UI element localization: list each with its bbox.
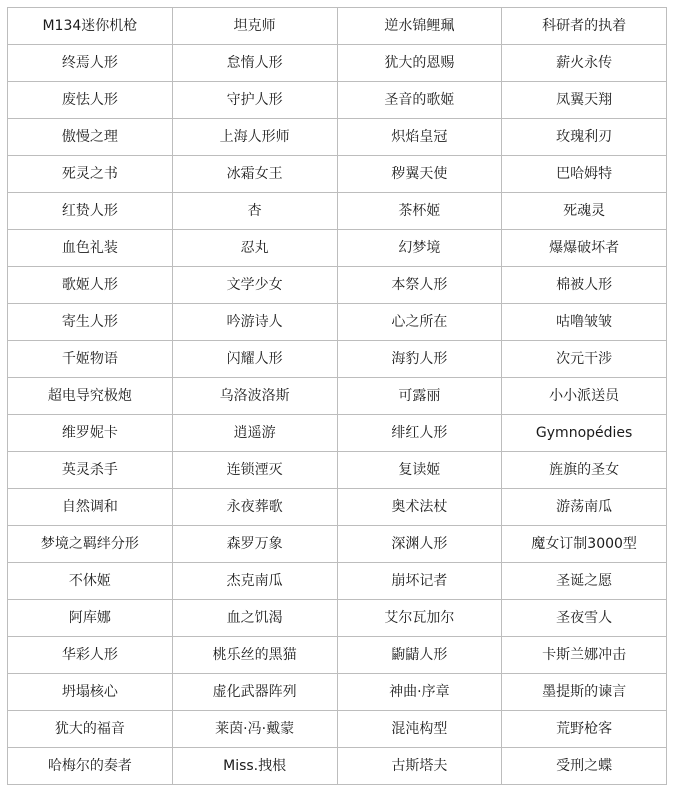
table-cell: 受刑之蝶 (502, 748, 667, 785)
table-cell: 歌姬人形 (8, 267, 173, 304)
table-cell: 巴哈姆特 (502, 156, 667, 193)
table-cell: 英灵杀手 (8, 452, 173, 489)
table-cell: Miss.拽根 (172, 748, 337, 785)
table-cell: 杰克南瓜 (172, 563, 337, 600)
table-cell: 红贽人形 (8, 193, 173, 230)
table-cell: 幻梦境 (337, 230, 502, 267)
table-cell: 哈梅尔的奏者 (8, 748, 173, 785)
table-cell: 死魂灵 (502, 193, 667, 230)
table-cell: 秽翼天使 (337, 156, 502, 193)
table-cell: 咕噜皱皱 (502, 304, 667, 341)
table-cell: 圣诞之愿 (502, 563, 667, 600)
table-cell: 血之饥渴 (172, 600, 337, 637)
table-cell: 逍遥游 (172, 415, 337, 452)
table-cell: 墨提斯的谏言 (502, 674, 667, 711)
table-cell: 超电导究极炮 (8, 378, 173, 415)
table-cell: 奥术法杖 (337, 489, 502, 526)
table-row (8, 193, 667, 230)
table-cell: 梦境之羁绊分形 (8, 526, 173, 563)
table-cell: 废怯人形 (8, 82, 173, 119)
table-cell: 桃乐丝的黑猫 (172, 637, 337, 674)
table-cell: 吟游诗人 (172, 304, 337, 341)
table-cell: 闪耀人形 (172, 341, 337, 378)
table-row (8, 8, 667, 45)
table-row (8, 156, 667, 193)
table-cell: 莱茵·冯·戴蒙 (172, 711, 337, 748)
table-row (8, 119, 667, 156)
item-name-table (7, 7, 667, 785)
table-row (8, 748, 667, 785)
table-cell: 坦克师 (172, 8, 337, 45)
table-cell: 凤翼天翔 (502, 82, 667, 119)
table-cell: Gymnopédies (502, 415, 667, 452)
table-cell: 千姬物语 (8, 341, 173, 378)
table-row (8, 600, 667, 637)
table-cell: 魔女订制3000型 (502, 526, 667, 563)
table-cell: 维罗妮卡 (8, 415, 173, 452)
table-cell: 守护人形 (172, 82, 337, 119)
table-cell: 圣音的歌姬 (337, 82, 502, 119)
table-cell: 绯红人形 (337, 415, 502, 452)
table-cell: 连锁湮灭 (172, 452, 337, 489)
table-cell: 不休姬 (8, 563, 173, 600)
table-cell: 冰霜女王 (172, 156, 337, 193)
table-cell: 犹大的福音 (8, 711, 173, 748)
table-cell: 鼩鼱人形 (337, 637, 502, 674)
table-cell: 华彩人形 (8, 637, 173, 674)
table-cell: 次元干涉 (502, 341, 667, 378)
table-row (8, 82, 667, 119)
table-row (8, 489, 667, 526)
table-cell: 森罗万象 (172, 526, 337, 563)
table-cell: 终焉人形 (8, 45, 173, 82)
table-cell: 圣夜雪人 (502, 600, 667, 637)
table-cell: 炽焰皇冠 (337, 119, 502, 156)
table-row (8, 267, 667, 304)
table-cell: 古斯塔夫 (337, 748, 502, 785)
table-cell: 艾尔瓦加尔 (337, 600, 502, 637)
table-row (8, 304, 667, 341)
table-row (8, 378, 667, 415)
table-cell: 怠惰人形 (172, 45, 337, 82)
table-cell: 坍塌核心 (8, 674, 173, 711)
table-cell: 茶杯姬 (337, 193, 502, 230)
table-cell: 忍丸 (172, 230, 337, 267)
table-cell: 复读姬 (337, 452, 502, 489)
table-cell: 犹大的恩赐 (337, 45, 502, 82)
table-cell: 游荡南瓜 (502, 489, 667, 526)
table-cell: 可露丽 (337, 378, 502, 415)
table-cell: 混沌构型 (337, 711, 502, 748)
table-cell: 薪火永传 (502, 45, 667, 82)
table-cell: 阿库娜 (8, 600, 173, 637)
table-cell: 崩坏记者 (337, 563, 502, 600)
table-row (8, 526, 667, 563)
table-cell: 卡斯兰娜冲击 (502, 637, 667, 674)
table-cell: 血色礼装 (8, 230, 173, 267)
table-cell: 玫瑰利刃 (502, 119, 667, 156)
table-row (8, 452, 667, 489)
table-cell: 神曲·序章 (337, 674, 502, 711)
table-row (8, 341, 667, 378)
table-cell: M134迷你机枪 (8, 8, 173, 45)
table-cell: 乌洛波洛斯 (172, 378, 337, 415)
table-cell: 小小派送员 (502, 378, 667, 415)
table-row (8, 637, 667, 674)
table-cell: 深渊人形 (337, 526, 502, 563)
table-cell: 永夜葬歌 (172, 489, 337, 526)
table-row (8, 45, 667, 82)
table-cell: 荒野枪客 (502, 711, 667, 748)
table-row (8, 711, 667, 748)
table-cell: 上海人形师 (172, 119, 337, 156)
table-cell: 死灵之书 (8, 156, 173, 193)
table-cell: 爆爆破坏者 (502, 230, 667, 267)
table-cell: 杏 (172, 193, 337, 230)
table-cell: 棉被人形 (502, 267, 667, 304)
table-cell: 寄生人形 (8, 304, 173, 341)
table-cell: 自然调和 (8, 489, 173, 526)
table-body (8, 8, 667, 785)
table-row (8, 563, 667, 600)
table-cell: 逆水锦鲤珮 (337, 8, 502, 45)
table-cell: 虚化武器阵列 (172, 674, 337, 711)
table-row (8, 230, 667, 267)
table-cell: 旌旗的圣女 (502, 452, 667, 489)
table-cell: 本祭人形 (337, 267, 502, 304)
table-cell: 文学少女 (172, 267, 337, 304)
table-cell: 海豹人形 (337, 341, 502, 378)
table-cell: 心之所在 (337, 304, 502, 341)
table-row (8, 674, 667, 711)
table-cell: 傲慢之理 (8, 119, 173, 156)
table-row (8, 415, 667, 452)
table-cell: 科研者的执着 (502, 8, 667, 45)
